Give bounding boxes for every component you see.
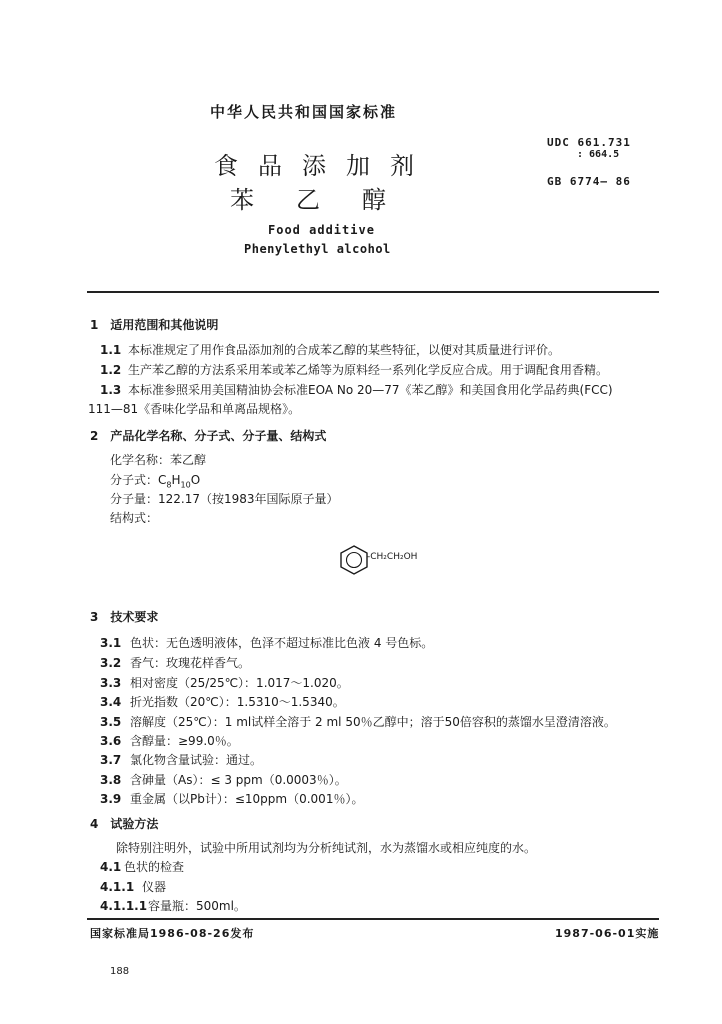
item-3-8 — [100, 771, 347, 788]
issue-date: 国家标准局1986-08-26发布 — [90, 927, 255, 940]
item-text: 含砷量（As）：≤ 3 ppm（0.0003％）。 — [130, 773, 347, 787]
title-en-line2: Phenylethyl alcohol — [244, 242, 391, 256]
chemical-name: 化学名称：苯乙醇 — [110, 453, 207, 467]
item-number: 4.1.1 — [100, 880, 135, 894]
udc-code-cont: : 664.5 — [577, 149, 620, 160]
item-text: 色状的检查 — [124, 860, 185, 874]
item-text: 仪器 — [142, 880, 167, 894]
structure-label: 结构式： — [110, 511, 159, 525]
item-1-1 — [100, 341, 560, 358]
item-number: 3.8 — [100, 773, 122, 787]
title-cn-line2: 苯乙醇 — [230, 186, 428, 214]
item-number: 3.5 — [100, 715, 122, 729]
item-3-1 — [100, 634, 433, 651]
item-text: 含醇量：≥99.0％。 — [130, 734, 239, 748]
formula-h-sub: 10 — [180, 480, 191, 490]
item-text: 容量瓶：500ml。 — [148, 899, 246, 913]
item-4-1 — [100, 858, 184, 875]
item-number: 1.1 — [100, 343, 122, 357]
item-number: 4.1.1.1 — [100, 899, 148, 913]
item-1-3-cont: 111—81《香味化学品和单离品规格》。 — [88, 402, 301, 416]
item-text: 氯化物含量试验：通过。 — [130, 753, 263, 767]
item-number: 3.1 — [100, 636, 122, 650]
udc-code: UDC 661.731 — [547, 136, 631, 149]
item-3-3 — [100, 674, 349, 691]
item-1-2 — [100, 361, 608, 378]
item-4-1-1 — [100, 878, 166, 895]
item-3-6 — [100, 732, 239, 749]
standard-title: 中华人民共和国国家标准 — [210, 103, 398, 121]
header-divider — [87, 291, 659, 293]
item-number: 3.3 — [100, 676, 122, 690]
item-number: 1.2 — [100, 363, 122, 377]
page-number: 188 — [110, 966, 130, 977]
gb-number: GB 6774— 86 — [547, 175, 631, 188]
molecular-formula — [110, 471, 200, 489]
item-number: 3.7 — [100, 753, 122, 767]
item-text: 色状：无色透明液体，色泽不超过标准比色液 4 号色标。 — [130, 636, 434, 650]
item-number: 3.9 — [100, 792, 122, 806]
section-3-heading: 3 技术要求 — [90, 610, 159, 624]
item-text: 生产苯乙醇的方法系采用苯或苯乙烯等为原料经一系列化学反应合成。用于调配食用香精。 — [128, 363, 609, 377]
formula-label: 分子式： — [110, 473, 159, 487]
molecular-weight: 分子量：122.17（按1983年国际原子量） — [110, 492, 339, 506]
formula-c: C — [158, 473, 167, 487]
section-1-heading: 1 适用范围和其他说明 — [90, 318, 219, 332]
item-3-5 — [100, 713, 616, 730]
side-chain: -CH₂CH₂OH — [367, 552, 418, 562]
title-cn-line1: 食品添加剂 — [214, 152, 434, 180]
item-text: 重金属（以Pb计）：≤10ppm（0.001％）。 — [130, 792, 364, 806]
formula-h: H — [171, 473, 181, 487]
item-4-1-1-1 — [100, 897, 246, 914]
title-en-line1: Food additive — [268, 223, 375, 237]
item-1-3 — [100, 381, 613, 398]
footer-divider — [87, 918, 659, 920]
formula-c-sub: 8 — [166, 480, 172, 490]
item-3-2 — [100, 654, 250, 671]
item-number: 3.2 — [100, 656, 122, 670]
section-2-heading: 2 产品化学名称、分子式、分子量、结构式 — [90, 429, 327, 443]
item-text: 本标准参照采用美国精油协会标准EOA No 20—77《苯乙醇》和美国食用化学品药典(FCC) — [128, 383, 613, 397]
section-4-heading: 4 试验方法 — [90, 817, 159, 831]
formula-o: O — [190, 473, 201, 487]
item-number: 4.1 — [100, 860, 122, 874]
item-3-4 — [100, 693, 345, 710]
item-text: 香气：玫瑰花样香气。 — [130, 656, 251, 670]
item-number: 3.6 — [100, 734, 122, 748]
structural-formula — [338, 543, 448, 581]
section-4-intro: 除特别注明外，试验中所用试剂均为分析纯试剂，水为蒸馏水或相应纯度的水。 — [116, 841, 537, 855]
item-text: 折光指数（20℃）：1.5310～1.5340。 — [130, 695, 345, 709]
item-number: 3.4 — [100, 695, 122, 709]
item-3-7 — [100, 751, 262, 768]
item-text: 溶解度（25℃）：1 ml试样全溶于 2 ml 50％乙醇中；溶于50倍容积的蒸馏水呈澄清溶液。 — [130, 715, 616, 729]
effective-date: 1987-06-01实施 — [555, 927, 660, 940]
item-text: 相对密度（25/25℃）：1.017～1.020。 — [130, 676, 349, 690]
item-3-9 — [100, 790, 363, 807]
item-text: 本标准规定了用作食品添加剂的合成苯乙醇的某些特征，以便对其质量进行评价。 — [128, 343, 561, 357]
item-number: 1.3 — [100, 383, 122, 397]
